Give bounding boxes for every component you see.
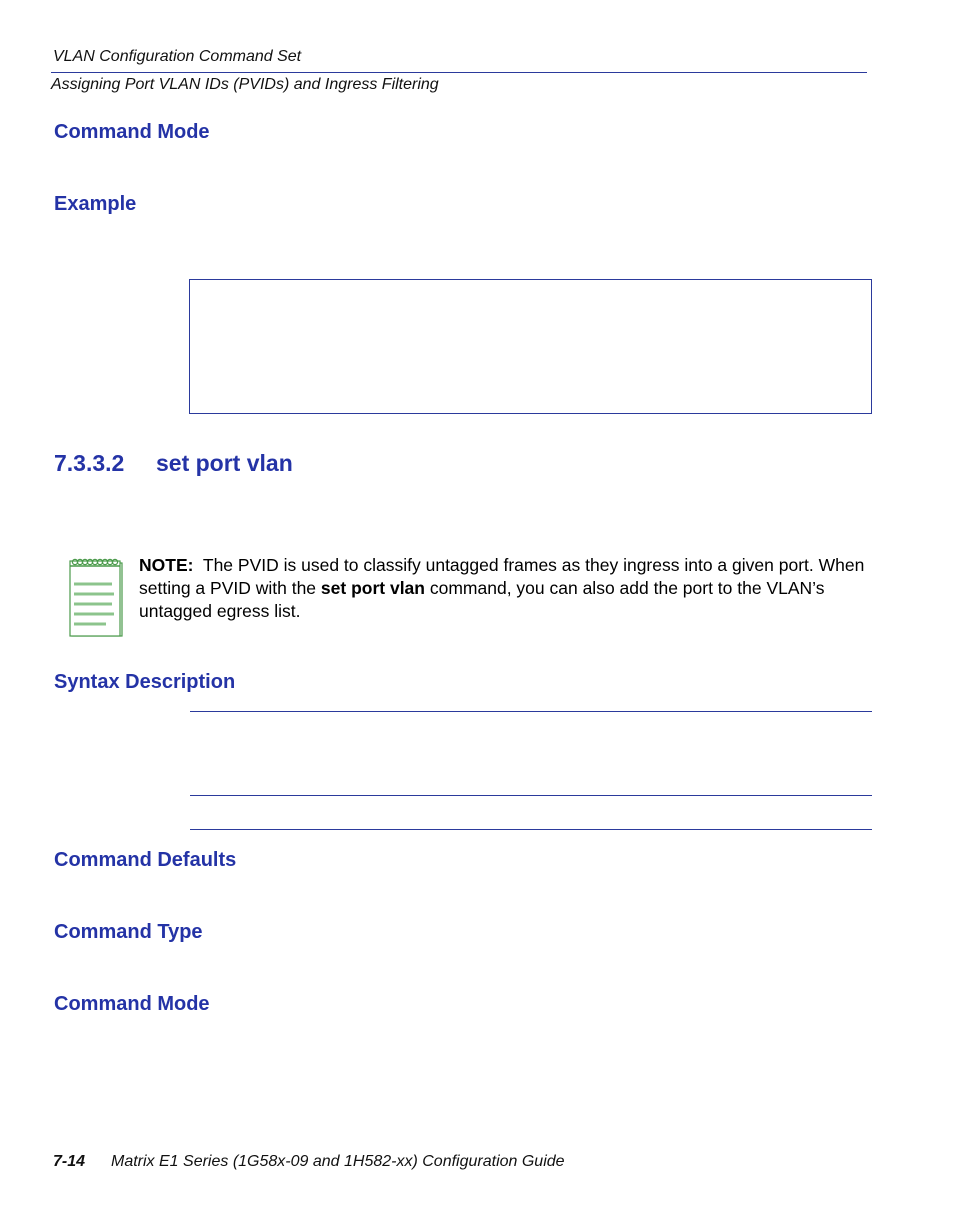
heading-command-mode-top: Command Mode [54, 121, 210, 143]
note-text-before: The PVID is used to classify untagged frames as they ingress into a given port. When setting a PVID with the [139, 555, 865, 598]
note-command: set port vlan [320, 578, 425, 598]
footer-guide-title: Matrix E1 Series (1G58x-09 and 1H582-xx) Configuration Guide [111, 1153, 565, 1170]
footer-page-number: 7-14 [53, 1153, 86, 1170]
heading-command-mode-bottom: Command Mode [54, 993, 210, 1015]
heading-example: Example [54, 193, 137, 215]
syntax-table-rule-top [190, 711, 872, 712]
syntax-table-rule-bottom [190, 829, 872, 830]
syntax-table-rule-middle [190, 795, 872, 796]
note-paragraph [139, 554, 879, 623]
heading-syntax-description: Syntax Description [54, 671, 236, 693]
heading-command-defaults: Command Defaults [54, 849, 237, 871]
header-rule [51, 72, 867, 73]
running-header-section: Assigning Port VLAN IDs (PVIDs) and Ingress Filtering [51, 76, 439, 93]
note-label: NOTE: [139, 555, 194, 575]
note-icon [68, 557, 126, 639]
running-header-chapter: VLAN Configuration Command Set [53, 48, 302, 65]
example-code-box [189, 279, 872, 414]
heading-command-type: Command Type [54, 921, 203, 943]
section-number: 7.3.3.2 [54, 450, 125, 476]
note-text-after: command, you can also add the port to the VLAN’s untagged egress list. [139, 578, 825, 621]
section-title: set port vlan [156, 450, 293, 476]
